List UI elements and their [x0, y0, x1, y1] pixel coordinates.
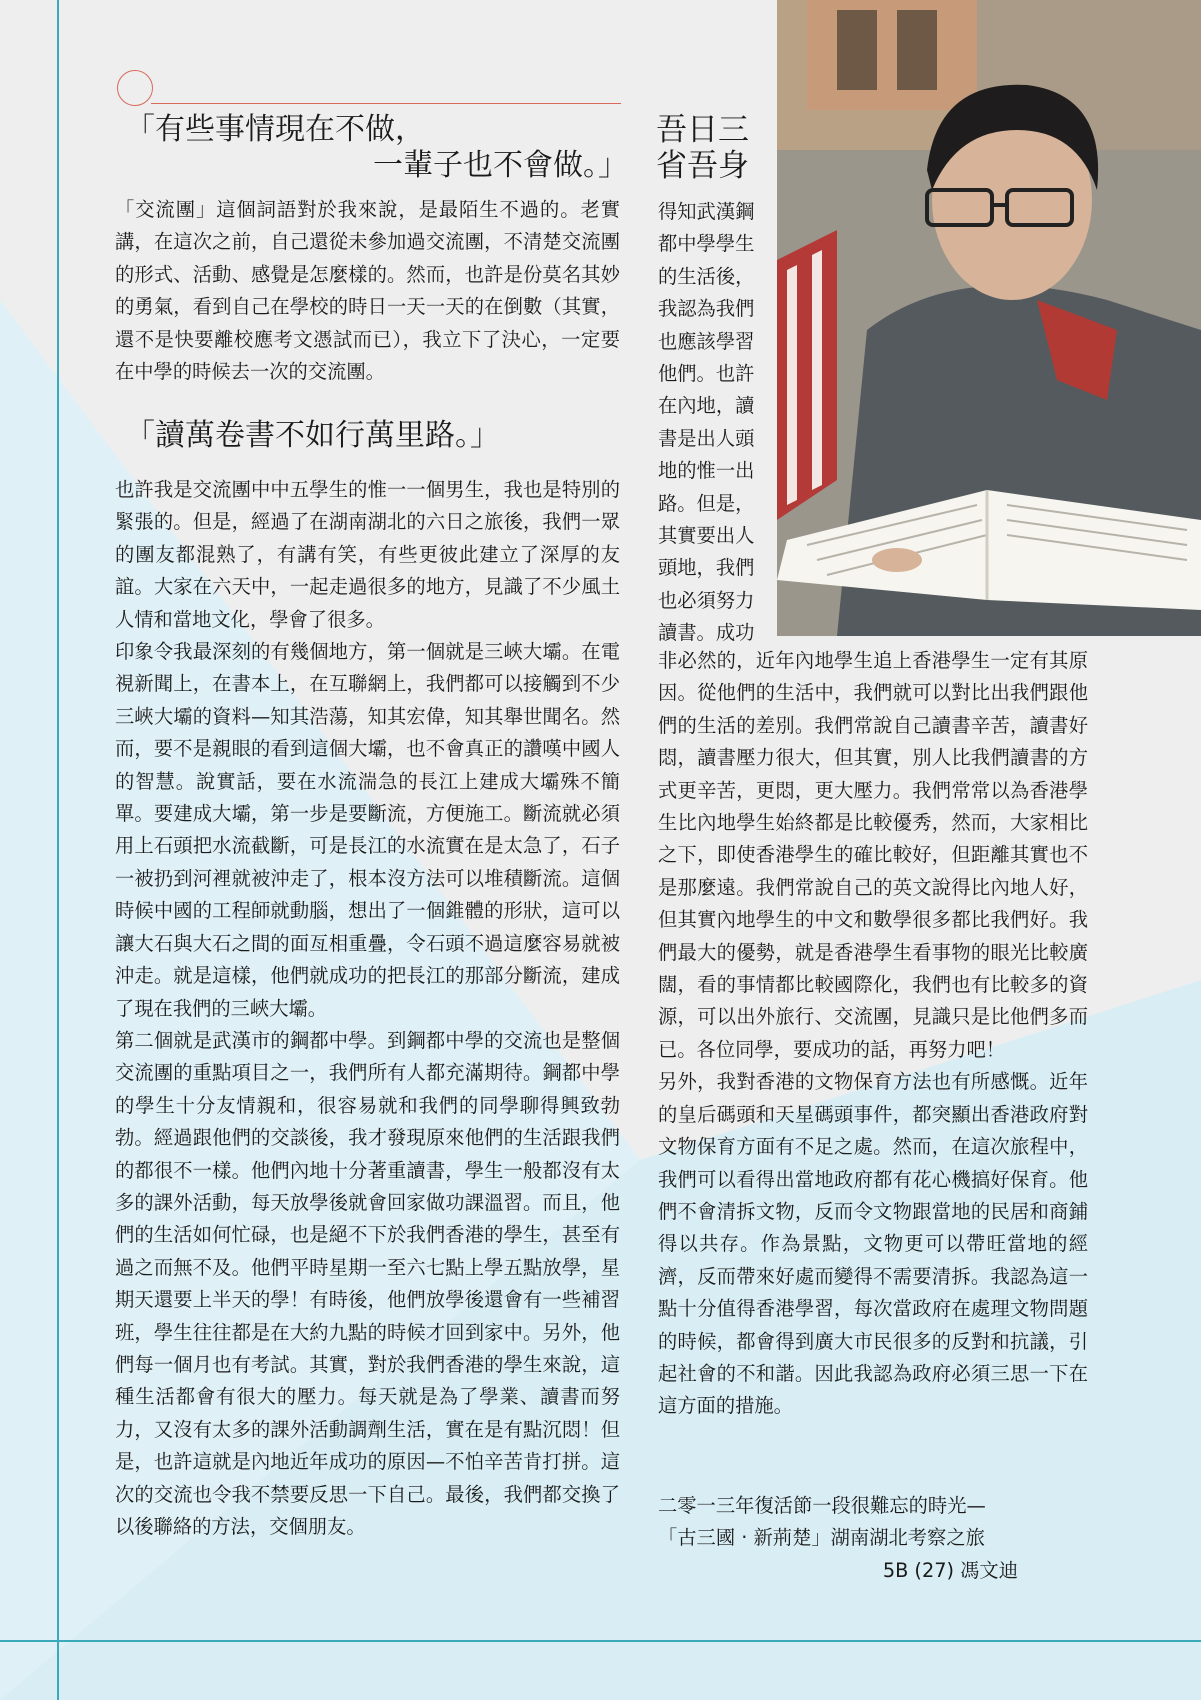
- page-border-vertical: [57, 0, 59, 1700]
- narrow-line: 書是出人頭: [658, 426, 755, 450]
- closing-line: 「古三國 ‧ 新荊楚」湖南湖北考察之旅: [658, 1526, 985, 1550]
- narrow-line: 地的惟一出: [658, 459, 755, 483]
- closing-block: [658, 1490, 1088, 1587]
- narrow-line: 得知武漢鋼: [658, 200, 755, 223]
- narrow-line: 也必須努力: [658, 588, 755, 612]
- body-paragraph: 也許我是交流團中中五學生的惟一一個男生，我也是特別的緊張的。但是，經過了在湖南湖北的六日之旅後，我們一眾的團友都混熟了，有講有笑，有些更彼此建立了深厚的友誼。大家在六天中，一起走過很多的地方，見識了不少風土人情和當地文化，學會了很多。: [115, 478, 620, 631]
- side-title: [656, 112, 749, 184]
- decorative-circle: [117, 70, 153, 106]
- heading-quote-1: [125, 112, 628, 184]
- body-left-column: [115, 474, 620, 1543]
- narrow-line: 他們。也許: [658, 362, 755, 386]
- narrow-line: 路。但是，: [658, 491, 755, 515]
- narrow-line: 其實要出人: [658, 524, 755, 548]
- author-credit: 5B (27) 馮文迪: [882, 1558, 1018, 1582]
- narrow-line: 讀書。成功: [658, 621, 755, 645]
- closing-line: 二零一三年復活節一段很難忘的時光—: [658, 1494, 986, 1517]
- narrow-line: 我認為我們: [658, 297, 755, 321]
- narrow-line: 頭地，我們: [658, 556, 755, 580]
- decorative-rule: [151, 103, 621, 104]
- side-title-line1: 吾日三: [656, 112, 749, 148]
- narrow-line: 也應該學習: [658, 329, 755, 353]
- body-paragraph: 非必然的，近年內地學生追上香港學生一定有其原因。從他們的生活中，我們就可以對比出我們跟他們的生活的差別。我們常說自己讀書辛苦，讀書好悶，讀書壓力很大，但其實，別人比我們讀書的方式更辛苦，更悶，更大壓力。我們常常以為香港學生比內地學生始終都是比較優秀，然而，大家相比之下，即使香港學生的確比較好，但距離其實也不是那麼遠。我們常說自己的英文說得比內地人好，但其實內地學生的中文和數學很多都比我們好。我們最大的優勢，就是香港學生看事物的眼光比較廣闊，看的事情都比較國際化，我們也有比較多的資源，可以出外旅行、交流團，見識只是比他們多而已。各位同學，要成功的話，再努力吧！: [658, 649, 1088, 1061]
- side-title-line2: 省吾身: [656, 148, 749, 184]
- body-paragraph: 另外，我對香港的文物保育方法也有所感慨。近年的皇后碼頭和天星碼頭事件，都突顯出香港政府對文物保育方面有不足之處。然而，在這次旅程中，我們可以看得出當地政府都有花心機搞好保育。他們不會清拆文物，反而令文物跟當地的民居和商鋪得以共存。作為景點，文物更可以帶旺當地的經濟，反而帶來好處而變得不需要清拆。我認為這一點十分值得香港學習，每次當政府在處理文物問題的時候，都會得到廣大市民很多的反對和抗議，引起社會的不和諧。因此我認為政府必須三思一下在這方面的措施。: [658, 1070, 1088, 1418]
- page-border-horizontal: [0, 1640, 1201, 1642]
- narrow-text-column: [658, 196, 764, 650]
- heading-quote-1-line2: 一輩子也不會做。」: [373, 148, 628, 183]
- heading-quote-2: 「讀萬卷書不如行萬里路。」: [125, 418, 500, 453]
- student-reading-photo: [777, 0, 1201, 636]
- body-paragraph: 第二個就是武漢市的鋼都中學。到鋼都中學的交流也是整個交流團的重點項目之一，我們所有人都充滿期待。鋼都中學的學生十分友情親和，很容易就和我們的同學聊得興致勃勃。經過跟他們的交談後，我才發現原來他們的生活跟我們的都很不一樣。他們內地十分著重讀書，學生一般都沒有太多的課外活動，每天放學後就會回家做功課溫習。而且，他們的生活如何忙碌，也是絕不下於我們香港的學生，甚至有過之而無不及。他們平時星期一至六七點上學五點放學，星期天還要上半天的學！有時後，他們放學後還會有一些補習班，學生往往都是在大約九點的時候才回到家中。另外，他們每一個月也有考試。其實，對於我們香港的學生來說，這種生活都會有很大的壓力。每天就是為了學業、讀書而努力，又沒有太多的課外活動調劑生活，實在是有點沉悶！但是，也許這就是內地近年成功的原因—不怕辛苦肯打拼。這次的交流也令我不禁要反思一下自己。最後，我們都交換了以後聯絡的方法，交個朋友。: [115, 1028, 620, 1538]
- narrow-line: 都中學學生: [658, 232, 755, 256]
- heading-quote-1-line1: 「有些事情現在不做，: [125, 112, 425, 147]
- narrow-line: 的生活後，: [658, 264, 755, 288]
- body-paragraph: 「交流團」這個詞語對於我來說，是最陌生不過的。老實講，在這次之前，自己還從未參加過交流團，不清楚交流團的形式、活動、感覺是怎麼樣的。然而，也許是份莫名其妙的勇氣，看到自己在學校的時日一天一天的在倒數（其實，還不是快要離校應考文憑試而已），我立下了決心，一定要在中學的時候去一次的交流團。: [115, 198, 620, 384]
- body-paragraph: 印象令我最深刻的有幾個地方，第一個就是三峽大壩。在電視新聞上，在書本上，在互聯網上，我們都可以接觸到不少三峽大壩的資料—知其浩蕩，知其宏偉，知其舉世聞名。然而，要不是親眼的看到這個大壩，也不會真正的讚嘆中國人的智慧。說實話，要在水流湍急的長江上建成大壩殊不簡單。要建成大壩，第一步是要斷流，方便施工。斷流就必須用上石頭把水流截斷，可是長江的水流實在是太急了，石子一被扔到河裡就被沖走了，根本沒方法可以堆積斷流。這個時候中國的工程師就動腦，想出了一個錐體的形狀，這可以讓大石與大石之間的面亙相重疊，令石頭不過這麼容易就被沖走。就是這樣，他們就成功的把長江的那部分斷流，建成了現在我們的三峽大壩。: [115, 640, 620, 1020]
- intro-paragraph-block: [115, 194, 620, 388]
- narrow-line: 在內地，讀: [658, 394, 755, 418]
- body-right-column: [658, 645, 1088, 1423]
